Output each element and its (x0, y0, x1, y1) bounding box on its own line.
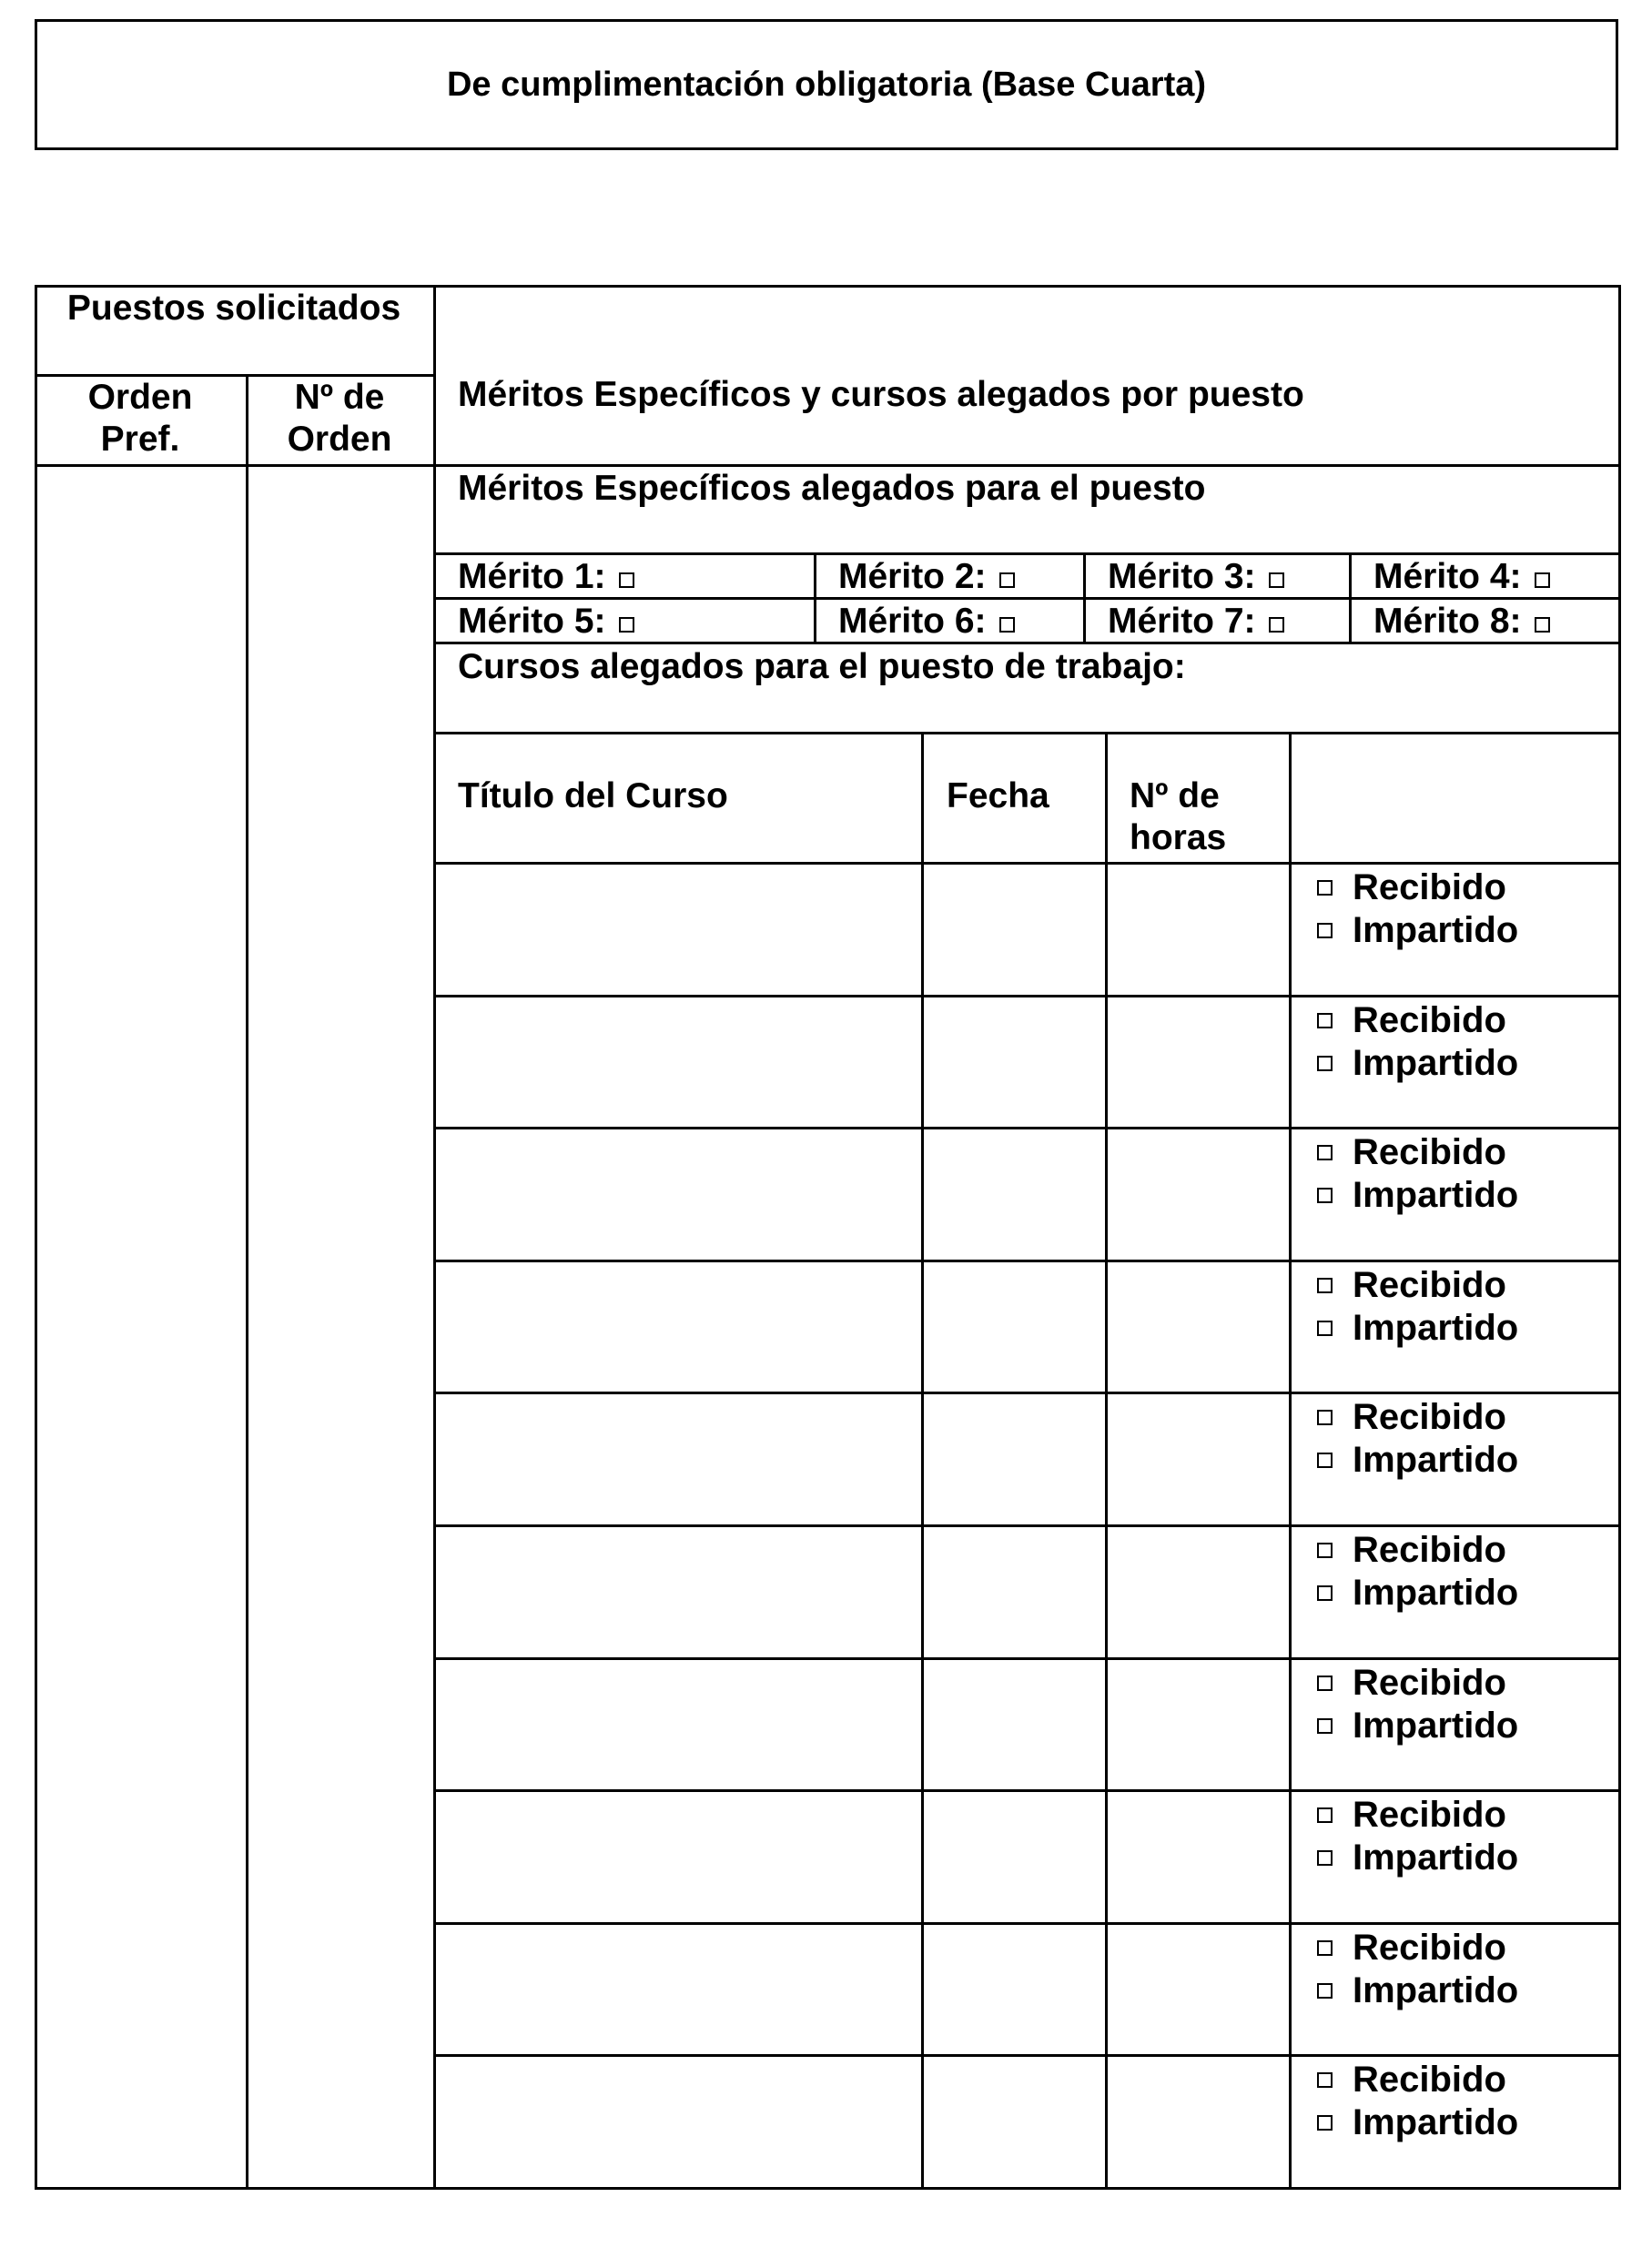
merito-checkbox[interactable] (1269, 617, 1284, 633)
option-label: Recibido (1353, 1928, 1506, 1968)
course-date-cell[interactable] (924, 1660, 1105, 1790)
checkbox[interactable] (1317, 923, 1333, 938)
merito-checkbox[interactable] (999, 572, 1015, 588)
course-date-cell[interactable] (924, 1394, 1105, 1524)
checkbox[interactable] (1317, 2115, 1333, 2131)
course-hours-cell[interactable] (1108, 997, 1289, 1128)
impartido-option[interactable] (1317, 2101, 1518, 2144)
checkbox[interactable] (1317, 1056, 1333, 1071)
impartido-option[interactable] (1317, 1306, 1518, 1350)
merito-7-field[interactable] (1108, 601, 1284, 643)
merito-label: Mérito 7: (1108, 602, 1256, 641)
checkbox[interactable] (1317, 1983, 1333, 1999)
course-hours-cell[interactable] (1108, 1262, 1289, 1392)
course-hours-cell[interactable] (1108, 1925, 1289, 2055)
merito-3-field[interactable] (1108, 556, 1284, 598)
course-hours-cell[interactable] (1108, 1660, 1289, 1790)
table-border-bottom (35, 2187, 1621, 2190)
option-label: Impartido (1353, 1043, 1519, 1083)
option-label: Recibido (1353, 1397, 1506, 1437)
impartido-option[interactable] (1317, 1704, 1518, 1747)
page-title: De cumplimentación obligatoria (Base Cuarta) (446, 65, 1207, 104)
numero-orden-cell[interactable] (248, 467, 433, 2187)
option-label: Recibido (1353, 1530, 1506, 1570)
merito-checkbox[interactable] (1269, 572, 1284, 588)
course-date-cell[interactable] (924, 1129, 1105, 1260)
impartido-option[interactable] (1317, 1041, 1518, 1085)
merito-checkbox[interactable] (619, 617, 634, 633)
merito-checkbox[interactable] (1535, 572, 1550, 588)
course-title-cell[interactable] (436, 1527, 921, 1657)
recibido-option[interactable] (1317, 1395, 1506, 1439)
merito-2-field[interactable] (838, 556, 1015, 598)
orden-pref-cell[interactable] (37, 467, 246, 2187)
checkbox[interactable] (1317, 1145, 1333, 1160)
impartido-option[interactable] (1317, 1173, 1518, 1217)
checkbox[interactable] (1317, 1278, 1333, 1293)
option-label: Impartido (1353, 1573, 1519, 1613)
option-label: Impartido (1353, 910, 1519, 950)
course-date-cell[interactable] (924, 1262, 1105, 1392)
recibido-option[interactable] (1317, 866, 1506, 909)
option-label: Impartido (1353, 1838, 1519, 1878)
course-title-cell[interactable] (436, 1925, 921, 2055)
option-label: Recibido (1353, 1663, 1506, 1703)
course-col-divider (1289, 732, 1292, 2187)
option-label: Impartido (1353, 1175, 1519, 1215)
merito-checkbox[interactable] (619, 572, 634, 588)
merito-label: Mérito 2: (838, 557, 987, 596)
option-label: Recibido (1353, 1000, 1506, 1040)
merito-8-field[interactable] (1373, 601, 1550, 643)
checkbox[interactable] (1317, 1410, 1333, 1425)
course-hours-cell[interactable] (1108, 1129, 1289, 1260)
checkbox[interactable] (1317, 1676, 1333, 1691)
course-title-cell[interactable] (436, 1262, 921, 1392)
recibido-option[interactable] (1317, 1793, 1506, 1837)
recibido-option[interactable] (1317, 1263, 1506, 1307)
option-label: Impartido (1353, 1440, 1519, 1480)
merito-4-field[interactable] (1373, 556, 1550, 598)
checkbox[interactable] (1317, 1453, 1333, 1468)
option-label: Recibido (1353, 1265, 1506, 1305)
impartido-option[interactable] (1317, 908, 1518, 952)
impartido-option[interactable] (1317, 1571, 1518, 1615)
recibido-option[interactable] (1317, 1130, 1506, 1174)
course-title-cell[interactable] (436, 997, 921, 1128)
checkbox[interactable] (1317, 1013, 1333, 1028)
course-date-cell[interactable] (924, 1527, 1105, 1657)
meritos-title: Méritos Específicos alegados para el puesto (458, 469, 1206, 508)
option-label: Recibido (1353, 1132, 1506, 1172)
cursos-title: Cursos alegados para el puesto de trabajo: (458, 647, 1186, 686)
recibido-option[interactable] (1317, 1528, 1506, 1572)
merito-checkbox[interactable] (1535, 617, 1550, 633)
impartido-option[interactable] (1317, 1438, 1518, 1482)
numero-orden-header: Nº de Orden (287, 378, 392, 459)
course-title-cell[interactable] (436, 1394, 921, 1524)
merito-checkbox[interactable] (999, 617, 1015, 633)
course-hours-cell[interactable] (1108, 2057, 1289, 2187)
course-date-cell[interactable] (924, 997, 1105, 1128)
impartido-option[interactable] (1317, 1969, 1518, 2012)
recibido-option[interactable] (1317, 2058, 1506, 2101)
orden-pref-header: Orden Pref. (87, 378, 193, 459)
checkbox[interactable] (1317, 1850, 1333, 1866)
course-title-cell[interactable] (436, 2057, 921, 2187)
course-date-cell[interactable] (924, 1792, 1105, 1922)
checkbox[interactable] (1317, 880, 1333, 896)
merito-col-divider (814, 552, 816, 644)
course-hours-cell[interactable] (1108, 865, 1289, 995)
course-title-cell[interactable] (436, 865, 921, 995)
course-date-cell[interactable] (924, 2057, 1105, 2187)
option-label: Impartido (1353, 2102, 1519, 2142)
course-hours-cell[interactable] (1108, 1394, 1289, 1524)
titulo-header: Título del Curso (458, 776, 728, 815)
course-hours-cell[interactable] (1108, 1527, 1289, 1657)
merito-label: Mérito 6: (838, 602, 987, 641)
merito-label: Mérito 5: (458, 602, 606, 641)
checkbox[interactable] (1317, 2072, 1333, 2088)
checkbox[interactable] (1317, 1718, 1333, 1734)
merito-col-divider (1083, 552, 1086, 644)
course-date-cell[interactable] (924, 865, 1105, 995)
cursos-header-top (433, 732, 1618, 734)
left-body-top (35, 464, 433, 467)
main-title-divider (433, 464, 1618, 467)
impartido-option[interactable] (1317, 1836, 1518, 1879)
puestos-solicitados-label: Puestos solicitados (66, 289, 401, 328)
merito-5-field[interactable] (458, 601, 634, 643)
merito-col-divider (1349, 552, 1352, 644)
option-label: Recibido (1353, 2060, 1506, 2100)
recibido-option[interactable] (1317, 1926, 1506, 1969)
merito-6-field[interactable] (838, 601, 1015, 643)
course-title-cell[interactable] (436, 1129, 921, 1260)
merito-1-field[interactable] (458, 556, 634, 598)
checkbox[interactable] (1317, 1585, 1333, 1601)
option-label: Recibido (1353, 1795, 1506, 1835)
merito-label: Mérito 3: (1108, 557, 1256, 596)
option-label: Impartido (1353, 1970, 1519, 2010)
option-label: Recibido (1353, 867, 1506, 907)
checkbox[interactable] (1317, 1188, 1333, 1203)
merito-label: Mérito 1: (458, 557, 606, 596)
merito-label: Mérito 4: (1373, 557, 1522, 596)
checkbox[interactable] (1317, 1807, 1333, 1823)
option-label: Impartido (1353, 1308, 1519, 1348)
course-hours-cell[interactable] (1108, 1792, 1289, 1922)
recibido-option[interactable] (1317, 1661, 1506, 1705)
page-title-box (35, 19, 1618, 150)
checkbox[interactable] (1317, 1543, 1333, 1558)
course-title-cell[interactable] (436, 1660, 921, 1790)
main-title: Méritos Específicos y cursos alegados por puesto (458, 375, 1304, 414)
course-title-cell[interactable] (436, 1792, 921, 1922)
option-label: Impartido (1353, 1706, 1519, 1746)
horas-header: Nº de horas (1130, 776, 1227, 857)
checkbox[interactable] (1317, 1940, 1333, 1956)
checkbox[interactable] (1317, 1321, 1333, 1336)
fecha-header: Fecha (947, 776, 1049, 815)
table-border-right (1618, 285, 1621, 2190)
course-date-cell[interactable] (924, 1925, 1105, 2055)
merito-label: Mérito 8: (1373, 602, 1522, 641)
recibido-option[interactable] (1317, 998, 1506, 1042)
meritos-row-top (433, 552, 1618, 555)
